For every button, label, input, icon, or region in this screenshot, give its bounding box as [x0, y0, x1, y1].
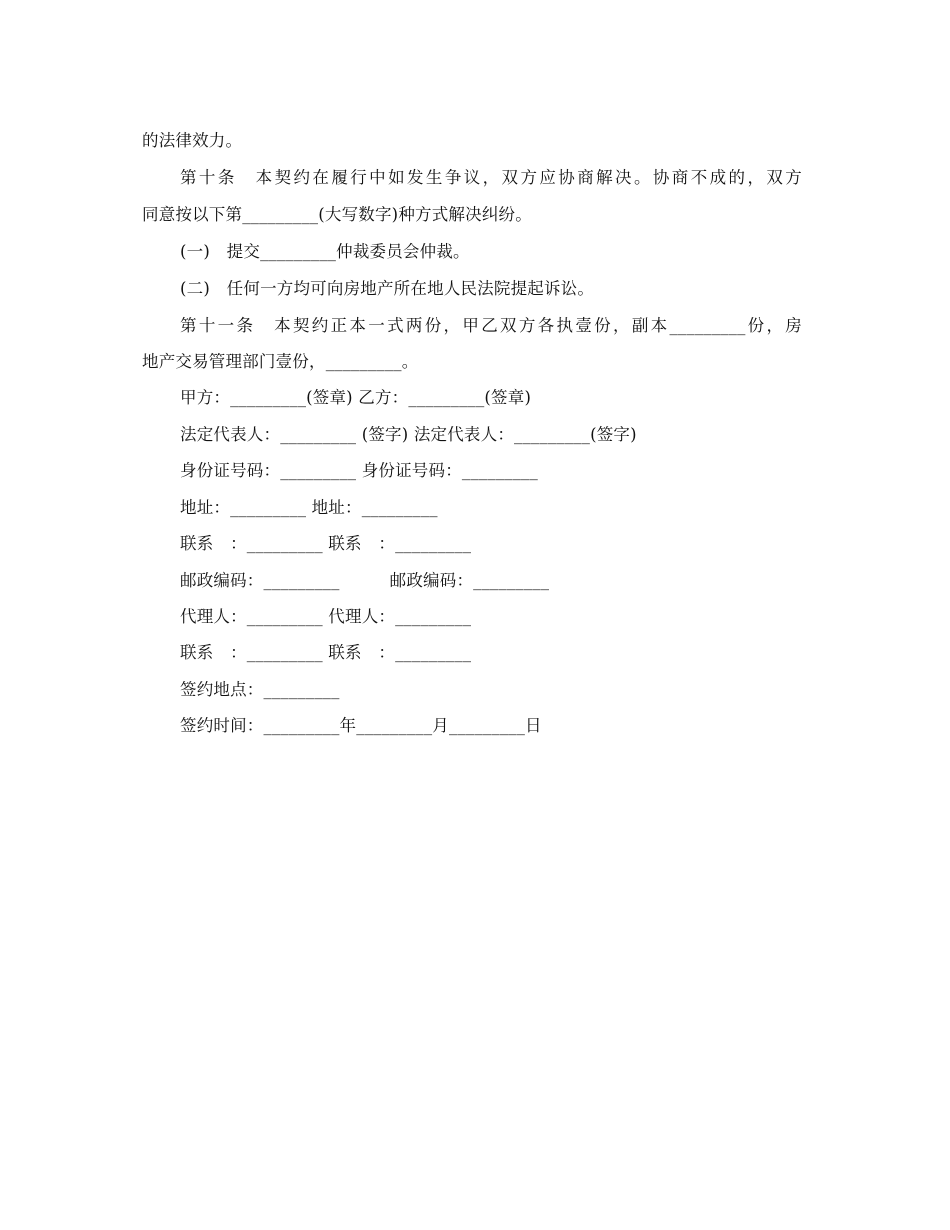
id-number-line: 身份证号码：_________ 身份证号码：_________ [180, 461, 538, 480]
paragraph-continuation: 的法律效力。 [142, 131, 243, 150]
article-11-line-1: 第十一条 本契约正本一式两份，甲乙双方各执壹份，副本_________份，房 [180, 316, 802, 335]
article-10-line-2: 同意按以下第_________(大写数字)种方式解决纠纷。 [142, 205, 532, 224]
article-11-line-2: 地产交易管理部门壹份，_________。 [142, 352, 419, 371]
dispute-option-2: (二) 任何一方均可向房地产所在地人民法院提起诉讼。 [180, 279, 595, 298]
postal-code-line: 邮政编码：_________ 邮政编码：_________ [180, 571, 550, 590]
agent-line: 代理人：_________ 代理人：_________ [180, 607, 472, 626]
signing-location-line: 签约地点：_________ [180, 680, 340, 699]
article-10-line-1: 第十条 本契约在履行中如发生争议，双方应协商解决。协商不成的，双方 [180, 168, 802, 187]
dispute-option-1: (一) 提交_________仲裁委员会仲裁。 [180, 242, 470, 261]
signing-date-line: 签约时间：_________年_________月_________日 [180, 716, 542, 735]
agent-contact-line: 联系 ：_________ 联系 ：_________ [180, 643, 472, 662]
legal-representative-line: 法定代表人：_________ (签字) 法定代表人：_________(签字) [180, 425, 637, 444]
address-line: 地址：_________ 地址：_________ [180, 498, 438, 517]
party-signature-line: 甲方：_________(签章) 乙方：_________(签章) [180, 388, 532, 407]
contact-line: 联系 ：_________ 联系 ：_________ [180, 534, 472, 553]
